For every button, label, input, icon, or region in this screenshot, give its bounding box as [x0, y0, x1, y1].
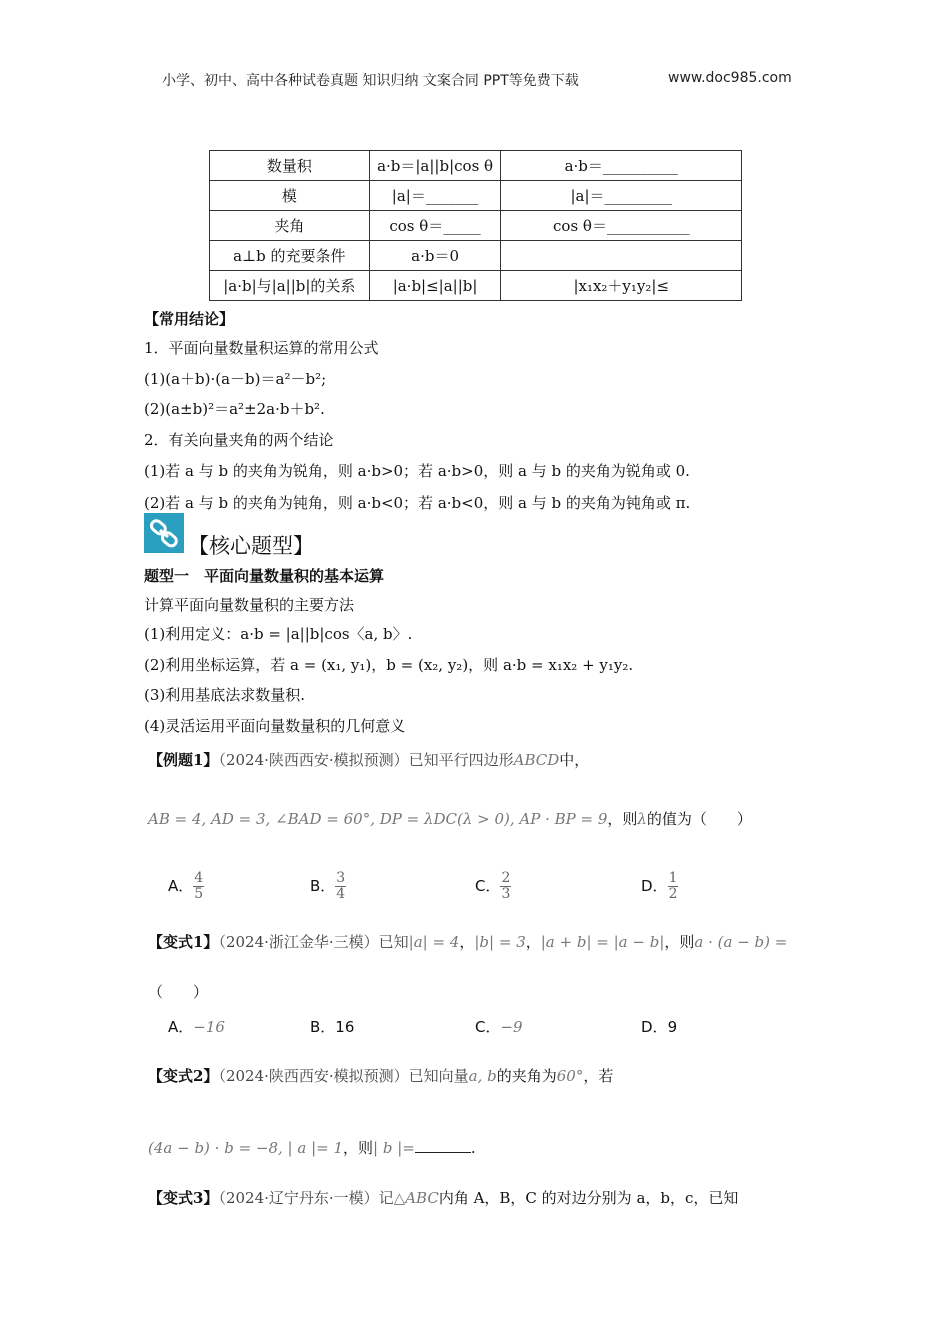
- table-row: [210, 271, 742, 301]
- variant-2-label: 【变式2】: [148, 1067, 219, 1085]
- table-cell: |x₁x₂＋y₁y₂|≤: [501, 271, 742, 301]
- method-1: (1)利用定义：a·b = |a||b|cos〈a, b〉.: [144, 625, 413, 643]
- variant-1-source: （2024·浙江金华·三模）已知: [218, 933, 409, 951]
- link-icon: [144, 513, 184, 553]
- table-cell: |a|＝_______: [369, 181, 501, 211]
- v1-option-a[interactable]: A．−16: [168, 1018, 225, 1036]
- core-title: 【核心题型】: [188, 534, 314, 558]
- variant-1-line: [148, 931, 787, 952]
- table-cell: [501, 241, 742, 271]
- conclusion-line-2: (1)(a＋b)·(a－b)＝a²－b²;: [144, 370, 327, 388]
- v1-option-d[interactable]: D．9: [641, 1018, 678, 1036]
- type1-title: 题型一 平面向量数量积的基本运算: [144, 567, 385, 585]
- fraction: $\frac{1}{2}$: [668, 870, 678, 902]
- variant-2-vectors: a, b: [468, 1067, 497, 1085]
- table-cell: a⊥b 的充要条件: [210, 241, 370, 271]
- table-cell: a·b＝__________: [501, 151, 742, 181]
- type1-intro: 计算平面向量数量积的主要方法: [144, 596, 355, 614]
- shape-abcd: ABCD: [513, 751, 560, 769]
- table-cell: |a|＝_________: [501, 181, 742, 211]
- method-4: (4)灵活运用平面向量数量积的几何意义: [144, 717, 406, 735]
- variant-3-line: [148, 1187, 738, 1208]
- table-row: [210, 151, 742, 181]
- lambda-symbol: λ: [637, 810, 647, 828]
- conclusion-line-3: (2)(a±b)²＝a²±2a·b＋b².: [144, 400, 325, 418]
- table-cell: a·b＝0: [369, 241, 501, 271]
- example-1-line: [148, 749, 589, 770]
- table-cell: 夹角: [210, 211, 370, 241]
- answer-blank[interactable]: [415, 1151, 471, 1153]
- v1-option-b[interactable]: B．16: [310, 1018, 355, 1036]
- option-a[interactable]: A． $\frac{4}{5}$: [168, 870, 204, 902]
- variant-2-if: ，若: [583, 1067, 614, 1085]
- separator: ，: [459, 933, 475, 951]
- vector-table: [209, 150, 742, 301]
- v1-option-c[interactable]: C．−9: [475, 1018, 523, 1036]
- example-1-cond-math: AB = 4, AD = 3, ∠BAD = 60°, DP = λDC(λ > 0), AP · BP = 9: [148, 810, 608, 828]
- table-cell: a·b＝|a||b|cos θ: [369, 151, 501, 181]
- variant-3-rest: 内角 A，B，C 的对边分别为 a，b，c，已知: [438, 1189, 739, 1207]
- table-cell: cos θ＝___________: [501, 211, 742, 241]
- table-cell: 数量积: [210, 151, 370, 181]
- variant-1-label: 【变式1】: [148, 933, 219, 951]
- method-3: (3)利用基底法求数量积.: [144, 686, 306, 704]
- conclusions-title: 【常用结论】: [144, 310, 235, 328]
- variant-1-expr: a · (a − b) =: [694, 933, 788, 951]
- variant-1-ask: ，则: [664, 933, 695, 951]
- option-c[interactable]: C． $\frac{2}{3}$: [475, 870, 511, 902]
- variant-1-cond-3: |a + b| = |a − b|: [540, 933, 665, 951]
- variant-2-end: .: [470, 1139, 476, 1157]
- conclusion-line-1: 1．平面向量数量积运算的常用公式: [144, 339, 379, 357]
- table-row: [210, 211, 742, 241]
- example-1-ask: ，则: [607, 810, 638, 828]
- variant-1-cond-2: |b| = 3: [474, 933, 526, 951]
- method-2: (2)利用坐标运算，若 a = (x₁, y₁)，b = (x₂, y₂)，则 a·b = x₁x₂ + y₁y₂.: [144, 656, 634, 674]
- table-row: [210, 241, 742, 271]
- variant-2-target: | b |=: [373, 1139, 415, 1157]
- variant-2-source: （2024·陕西西安·模拟预测）已知向量: [218, 1067, 469, 1085]
- variant-2-condition: [148, 1137, 476, 1158]
- conclusion-line-4: 2．有关向量夹角的两个结论: [144, 431, 334, 449]
- variant-2-mid: 的夹角为: [496, 1067, 557, 1085]
- table-cell: cos θ＝_____: [369, 211, 501, 241]
- header-banner: 小学、初中、高中各种试卷真题 知识归纳 文案合同 PPT等免费下载: [162, 73, 579, 89]
- example-1-condition: [148, 808, 752, 829]
- triangle-abc: △ABC: [393, 1189, 439, 1207]
- variant-2-angle: 60°: [556, 1067, 584, 1085]
- conclusion-line-6: (2)若 a 与 b 的夹角为钝角，则 a·b<0；若 a·b<0，则 a 与 b 的夹角为钝角或 π.: [144, 494, 691, 512]
- fraction: $\frac{4}{5}$: [194, 870, 204, 902]
- fraction: $\frac{2}{3}$: [501, 870, 511, 902]
- variant-2-ask: ，则: [343, 1139, 374, 1157]
- fraction: $\frac{3}{4}$: [336, 870, 346, 902]
- example-1-label: 【例题1】: [148, 751, 219, 769]
- variant-2-cond-math: (4a − b) · b = −8, | a |= 1: [148, 1139, 344, 1157]
- conclusion-line-5: (1)若 a 与 b 的夹角为锐角，则 a·b>0；若 a·b>0，则 a 与 b 的夹角为锐角或 0.: [144, 462, 690, 480]
- variant-3-source: （2024·辽宁丹东·一模）记: [218, 1189, 394, 1207]
- example-1-ask-tail: 的值为（ ）: [646, 810, 752, 828]
- example-1-source: （2024·陕西西安·模拟预测）已知平行四边形: [218, 751, 514, 769]
- variant-2-line: [148, 1065, 613, 1086]
- table-row: [210, 181, 742, 211]
- table-cell: 模: [210, 181, 370, 211]
- option-b[interactable]: B． $\frac{3}{4}$: [310, 870, 346, 902]
- variant-3-label: 【变式3】: [148, 1189, 219, 1207]
- separator: ，: [525, 933, 541, 951]
- option-d[interactable]: D． $\frac{1}{2}$: [641, 870, 678, 902]
- variant-1-paren: （ ）: [148, 983, 209, 1001]
- header-url[interactable]: www.doc985.com: [668, 70, 792, 86]
- table-cell: |a·b|≤|a||b|: [369, 271, 501, 301]
- variant-1-cond-1: |a| = 4: [408, 933, 460, 951]
- table-cell: |a·b|与|a||b|的关系: [210, 271, 370, 301]
- example-1-mid: 中，: [559, 751, 590, 769]
